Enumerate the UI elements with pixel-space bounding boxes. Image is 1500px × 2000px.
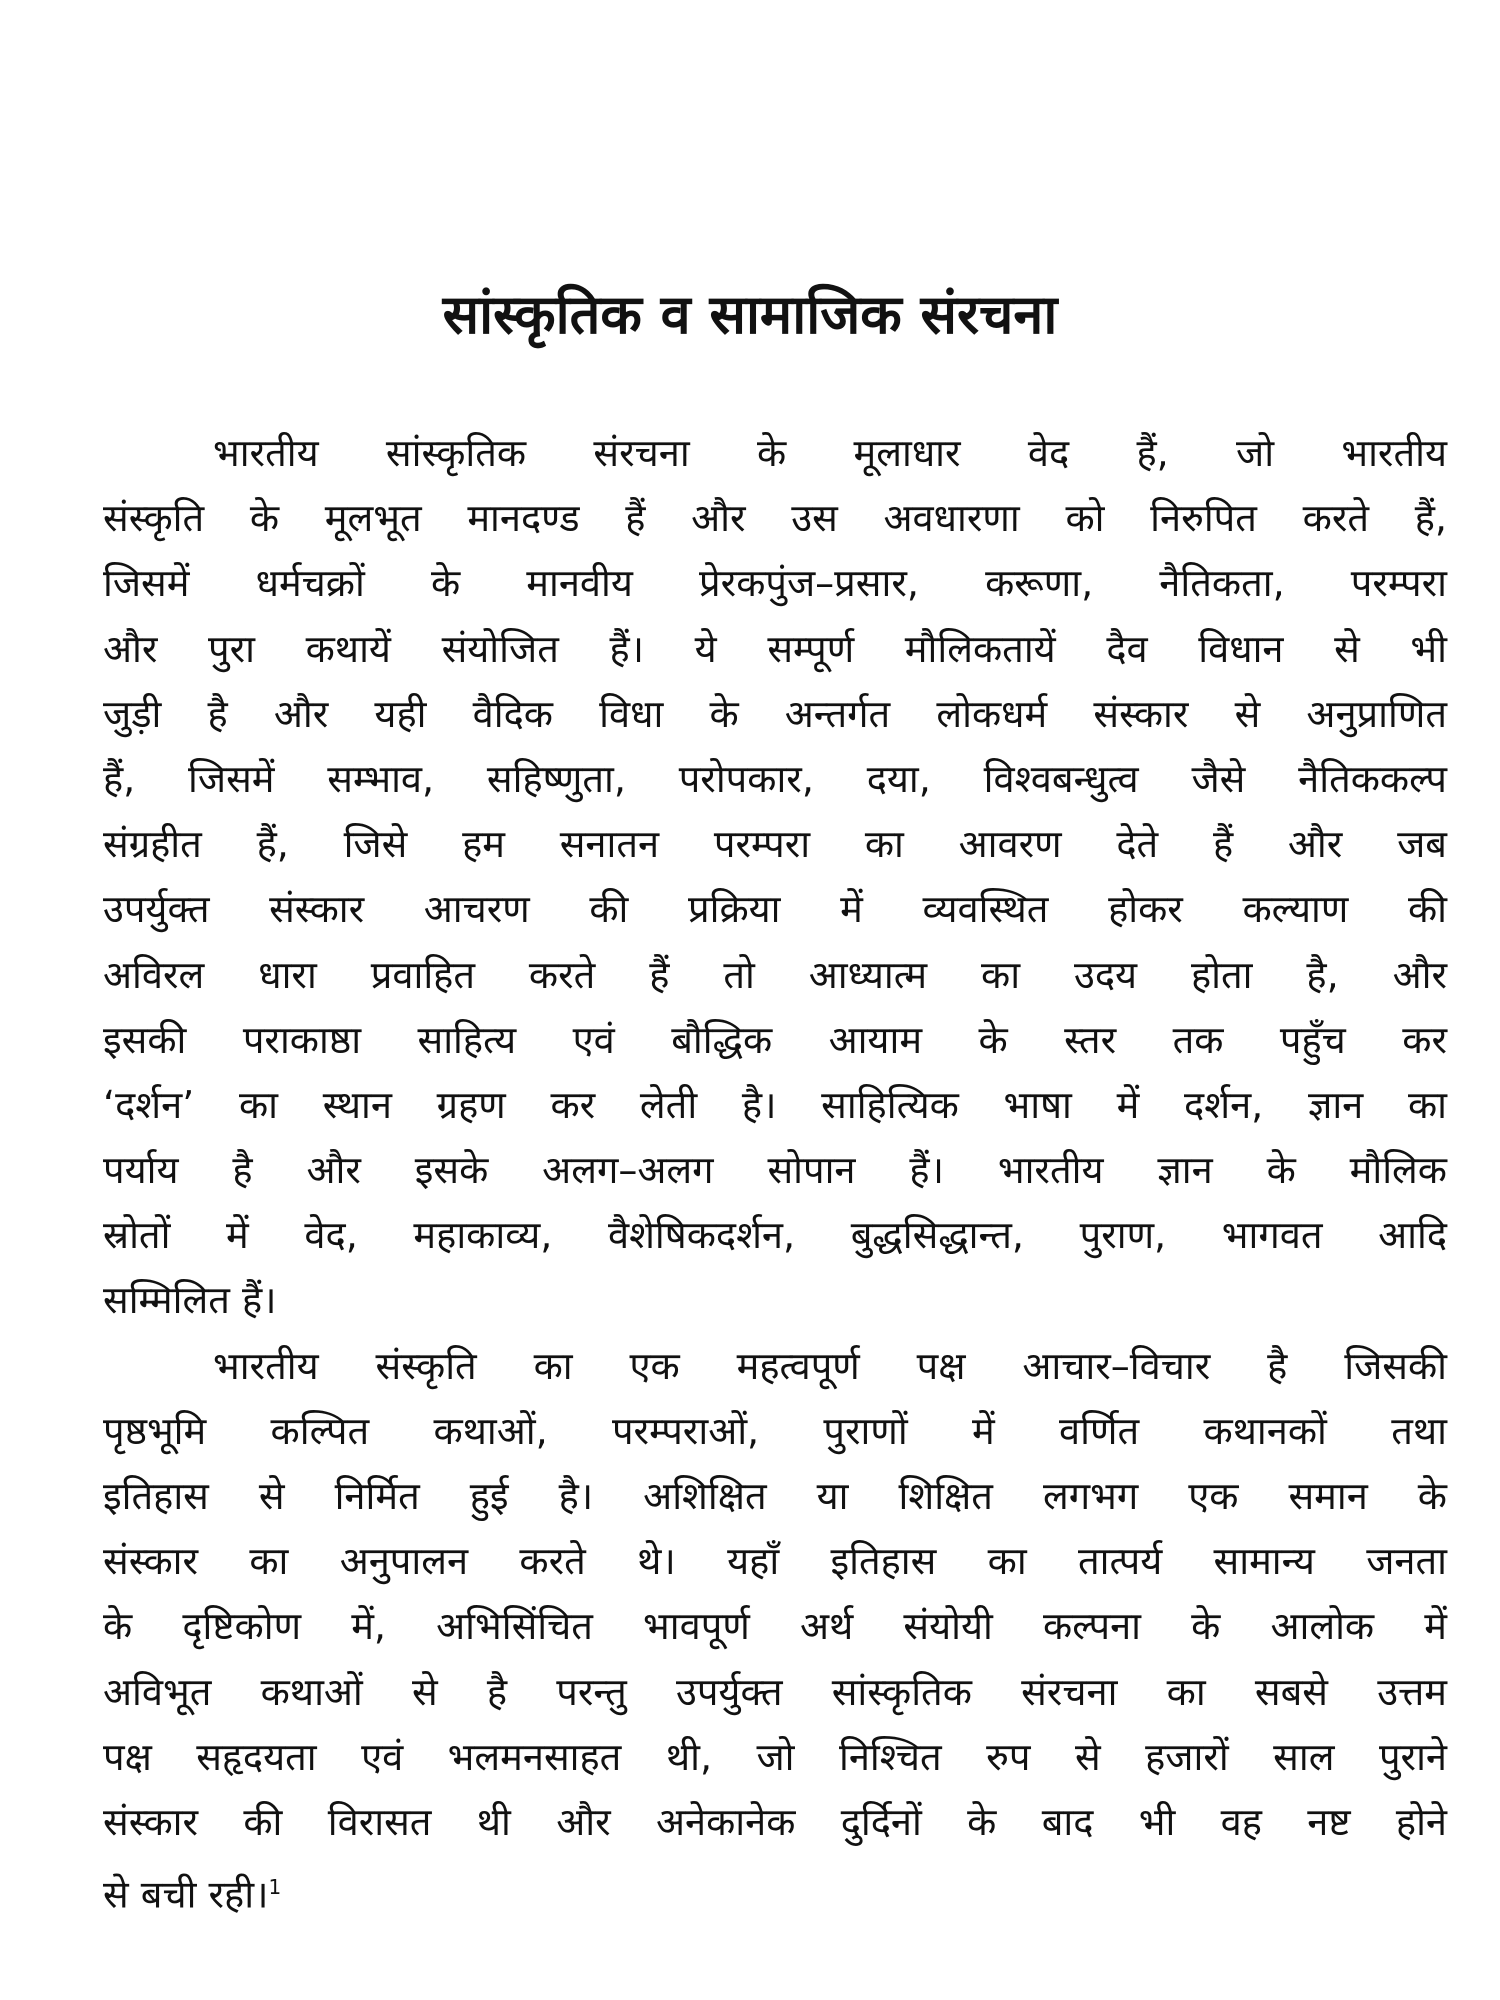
text-line [103, 877, 1447, 942]
line-text: पर्याय है और इसके अलग–अलग सोपान हैं। भारतीय ज्ञान के मौलिक [103, 1148, 1447, 1193]
line-text: पक्ष सहृदयता एवं भलमनसाहत थी, जो निश्चित रुप से हजारों साल पुराने [103, 1734, 1447, 1779]
line-text: जिसमें धर्मचक्रों के मानवीय प्रेरकपुंज–प्रसार, करूणा, नैतिकता, परम्परा [103, 561, 1447, 606]
line-text: इतिहास से निर्मित हुई है। अशिक्षित या शिक्षित लगभग एक समान के [103, 1474, 1447, 1518]
line-text: हैं, जिसमें सम्भाव, सहिष्णुता, परोपकार, दया, विश्वबन्धुत्व जैसे नैतिककल्प [103, 756, 1447, 801]
text-line [103, 551, 1447, 616]
text-line [103, 486, 1447, 551]
text-line [103, 1464, 1447, 1529]
text-line [103, 617, 1447, 682]
line-text: भारतीय सांस्कृतिक संरचना के मूलाधार वेद हैं, जो भारतीय [213, 431, 1447, 475]
line-text: ‘दर्शन’ का स्थान ग्रहण कर लेती है। साहित्यिक भाषा में दर्शन, ज्ञान का [103, 1082, 1447, 1127]
text-line [103, 1008, 1447, 1073]
text-line [103, 812, 1447, 877]
line-text: इसकी पराकाष्ठा साहित्य एवं बौद्धिक आयाम के स्तर तक पहुँच कर [103, 1017, 1447, 1062]
line-text: सम्मिलित हैं। [103, 1278, 277, 1323]
line-text: संस्कृति के मूलभूत मानदण्ड हैं और उस अवधारणा को निरुपित करते हैं, [103, 496, 1447, 541]
paragraph-1 [103, 421, 1447, 1334]
line-text: संस्कार का अनुपालन करते थे। यहाँ इतिहास का तात्पर्य सामान्य जनता [103, 1539, 1447, 1584]
text-line [103, 421, 1447, 486]
text-line [103, 1790, 1447, 1855]
page-title: सांस्कृतिक व सामाजिक संरचना [442, 283, 1058, 346]
line-text: अविरल धारा प्रवाहित करते हैं तो आध्यात्म का उदय होता है, और [103, 952, 1447, 997]
text-line [103, 1203, 1447, 1268]
text-line [103, 1334, 1447, 1399]
text-line [103, 747, 1447, 812]
text-line [103, 1855, 1447, 1920]
line-text: जुड़ी है और यही वैदिक विधा के अन्तर्गत लोकधर्म संस्कार से अनुप्राणित [103, 691, 1447, 736]
text-line [103, 1725, 1447, 1790]
text-line [103, 1399, 1447, 1464]
line-text: से बची रही। [103, 1872, 269, 1917]
line-text: अविभूत कथाओं से है परन्तु उपर्युक्त सांस्कृतिक संरचना का सबसे उत्तम [103, 1669, 1447, 1714]
line-text: स्रोतों में वेद, महाकाव्य, वैशेषिकदर्शन, बुद्धसिद्धान्त, पुराण, भागवत आदि [103, 1213, 1447, 1258]
document-body [103, 421, 1447, 1920]
text-line [103, 682, 1447, 747]
line-text: के दृष्टिकोण में, अभिसिंचित भावपूर्ण अर्थ संयोयी कल्पना के आलोक में [103, 1604, 1447, 1649]
text-line [103, 1073, 1447, 1138]
line-text: संग्रहीत हैं, जिसे हम सनातन परम्परा का आवरण देते हैं और जब [103, 822, 1447, 867]
text-line [103, 1138, 1447, 1203]
line-text: उपर्युक्त संस्कार आचरण की प्रक्रिया में व्यवस्थित होकर कल्याण की [103, 887, 1447, 932]
text-line [103, 1268, 1447, 1333]
text-line [103, 943, 1447, 1008]
text-line [103, 1594, 1447, 1659]
text-line [103, 1529, 1447, 1594]
line-text: और पुरा कथायें संयोजित हैं। ये सम्पूर्ण मौलिकतायें दैव विधान से भी [103, 626, 1447, 671]
text-line [103, 1660, 1447, 1725]
line-text: संस्कार की विरासत थी और अनेकानेक दुर्दिनों के बाद भी वह नष्ट होने [103, 1799, 1447, 1844]
footnote-marker: 1 [268, 1875, 282, 1900]
paragraph-2 [103, 1334, 1447, 1921]
line-text: भारतीय संस्कृति का एक महत्वपूर्ण पक्ष आचार–विचार है जिसकी [213, 1343, 1447, 1388]
line-text: पृष्ठभूमि कल्पित कथाओं, परम्पराओं, पुराणों में वर्णित कथानकों तथा [103, 1408, 1447, 1453]
